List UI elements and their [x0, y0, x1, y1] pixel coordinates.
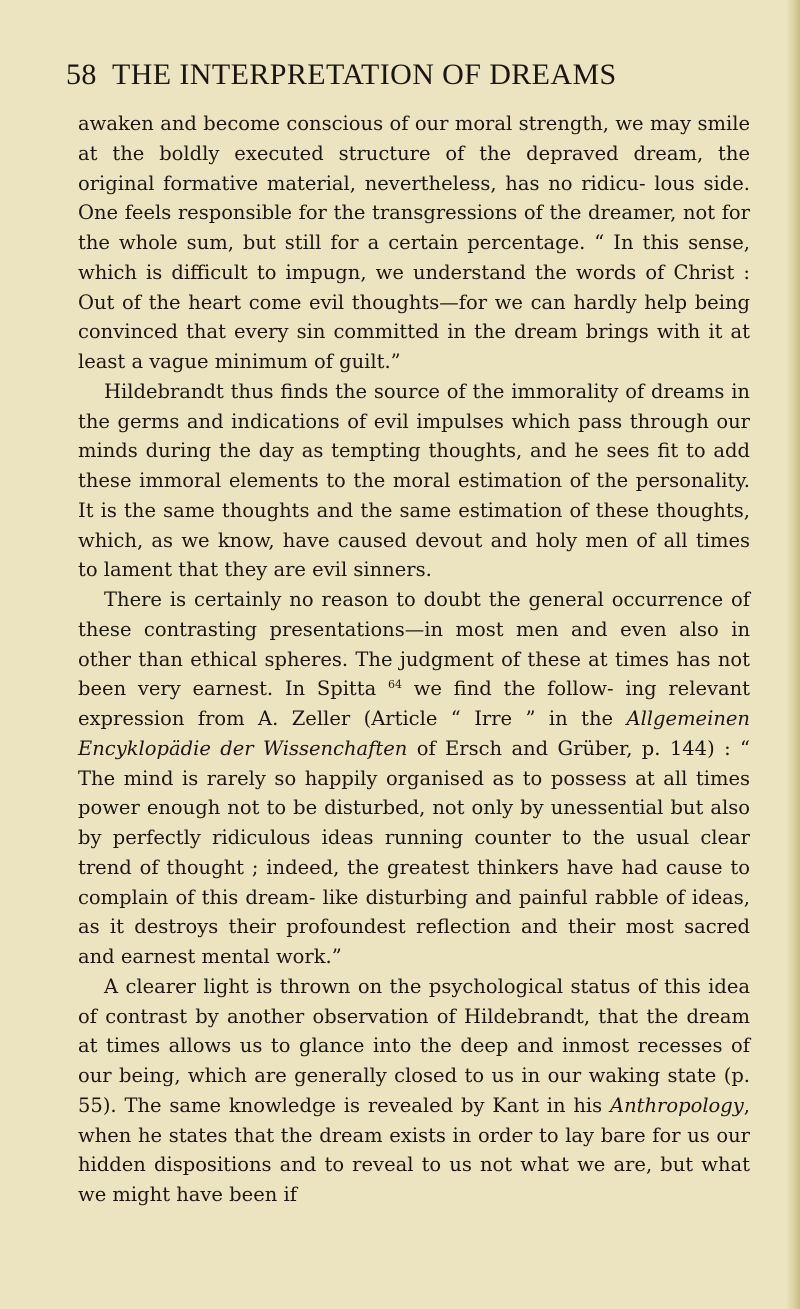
body-text — [78, 109, 750, 1210]
paragraph-text: , when he states that the dream exists in order to lay bare for us our hidden dispositions and to reveal to us not what we are, but what we might have been if — [78, 1093, 750, 1206]
paragraph-hildebrandt: Hildebrandt thus finds the source of the immorality of dreams in the germs and indications of evil impulses which pass through our minds during the day as tempting thoughts, and he sees fit to add these immoral elements to the moral estimation of the personality. It is the same thoughts and the same estimation of these thoughts, which, as we know, have caused devout and holy men of all times to lament that they are evil sinners. — [78, 379, 750, 582]
paragraph-kant — [78, 972, 750, 1210]
page-number: 58 — [66, 58, 97, 91]
page-header — [66, 58, 746, 98]
paragraph-continuation: awaken and become conscious of our moral strength, we may smile at the boldly executed structure of the depraved dream, the original formative material, nevertheless, has no ridicu- lous side. One feels responsible for the transgressions of the dreamer, not for the whole sum, but still for a certain percentage. “ In this sense, which is difficult to impugn, we understand the words of Christ : Out of the heart come evil thoughts—for we can hardly help being convinced that every sin committed in the dream brings with it at least a vague minimum of guilt.” — [78, 112, 750, 373]
paragraph-text: of Ersch and Grüber, p. 144) : “ The mind is rarely so happily organised as to possess at all times power enough not to be disturbed, not only by unessential but also by perfectly ridiculous ideas running counter to the usual clear trend of thought ; indeed, the greatest thinkers have had cause to complain of this dream- like disturbing and painful rabble of ideas, as it destroys their profoundest reflection and their most sacred and earnest mental work.” — [78, 736, 750, 968]
running-title: THE INTERPRETATION OF DREAMS — [112, 58, 617, 91]
page-edge-shadow — [786, 0, 800, 1309]
paragraph-text: we find the follow- ing relevant expression from A. Zeller (Article “ Irre ” in the — [78, 677, 751, 730]
paragraph-text: A clearer light is thrown on the psychological status of this idea of contrast by another observation of Hildebrandt, that the dream at times allows us to glance into the deep and inmost recesses of our being, which are generally closed to us in our waking state (p. 55). The same knowledge is revealed by Kant in his — [78, 974, 750, 1117]
footnote-reference: 64 — [387, 678, 402, 692]
encyclopedia-title: Allgemeinen Encyklopädie der Wissenchaften — [78, 707, 750, 760]
paragraph-contrasting-presentations — [78, 585, 750, 972]
paragraph-text: There is certainly no reason to doubt the general occurrence of these contrasting presentations—in most men and even also in other than ethical spheres. The judgment of these at times has not been very earnest. In Spitta — [78, 588, 750, 701]
book-title: Anthropology — [610, 1093, 744, 1117]
